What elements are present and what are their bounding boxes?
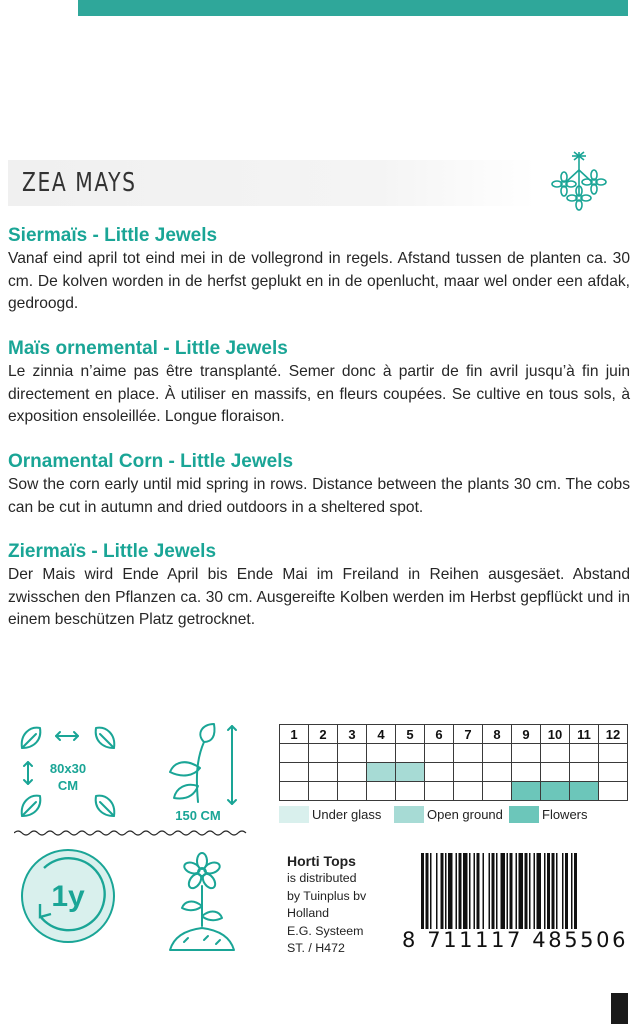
description-de [8, 540, 630, 632]
description-text: Sow the corn early until mid spring in rows. Distance between the plants 30 cm. The cobs can be cut in autumn and dried outdoors in a sheltered spot. [8, 476, 630, 516]
wavy-divider [14, 828, 250, 838]
calendar-cell [541, 744, 570, 763]
calendar-cell [512, 744, 541, 763]
barcode-bar [537, 853, 542, 929]
month-5: 5 [396, 725, 425, 744]
spacing-unit: CM [57, 778, 79, 793]
calendar-cell [338, 744, 367, 763]
barcode-bar [492, 853, 495, 929]
legend-flowers [509, 806, 588, 823]
month-3: 3 [338, 725, 367, 744]
spacing-value: 80x30 [49, 761, 87, 776]
barcode-bar [436, 853, 438, 929]
barcode-bar [525, 853, 528, 929]
description-title: Ziermaïs - Little Jewels [8, 541, 217, 562]
barcode-bar [571, 853, 573, 929]
calendar-cell [309, 744, 338, 763]
calendar-cell [483, 782, 512, 801]
calendar-cell [512, 763, 541, 782]
month-12: 12 [599, 725, 628, 744]
month-9: 9 [512, 725, 541, 744]
calendar-cell-flowers [512, 782, 541, 801]
barcode-bar [565, 853, 568, 929]
barcode-bar [574, 853, 577, 929]
calendar-cell [599, 763, 628, 782]
description-text: Der Mais wird Ende April bis Ende Mai im Freiland in Reihen ausgesäet. Abstand zwisschen den Pflanzen ca. 30 cm. Ausgereifte Kolben werden im Herbst gepflückt und in einem beschützen Platz getrocknet. [8, 566, 630, 629]
calendar-cell [425, 782, 454, 801]
legend-label: Under glass [312, 807, 382, 822]
barcode-bar [456, 853, 458, 929]
barcode-bar [556, 853, 558, 929]
calendar-cell [541, 763, 570, 782]
description-nl [8, 224, 630, 316]
month-6: 6 [425, 725, 454, 744]
calendar-cell [280, 744, 309, 763]
calendar-cell [367, 782, 396, 801]
barcode-number: 8 711117 485506 [402, 928, 629, 952]
description-en [8, 450, 630, 519]
calendar-cell [309, 763, 338, 782]
barcode-bar [448, 853, 453, 929]
description-fr [8, 337, 630, 429]
flower-bouquet-logo-icon [546, 148, 612, 214]
month-1: 1 [280, 725, 309, 744]
description-title: Siermaïs - Little Jewels [8, 225, 218, 246]
barcode-bar [469, 853, 471, 929]
calendar-cell [396, 744, 425, 763]
lifecycle-label: 1y [51, 880, 85, 913]
description-text: Vanaf eind april tot eind mei in de vollegrond in regels. Afstand tussen de planten ca. 30 cm. De kolven worden in de herfst geplukt en in de openlucht, maar wel onder een afdak, gedroogd. [8, 250, 630, 313]
calendar-cell [280, 782, 309, 801]
barcode-bar [534, 853, 536, 929]
barcode-bar [421, 853, 424, 929]
calendar-cell-open-ground [367, 763, 396, 782]
barcode-bar [430, 853, 432, 929]
calendar-cell [599, 782, 628, 801]
calendar-cell [309, 782, 338, 801]
calendar-cell [483, 744, 512, 763]
sowing-calendar [279, 724, 628, 801]
legend-label: Open ground [427, 807, 503, 822]
distributor-info [287, 853, 366, 957]
month-8: 8 [483, 725, 512, 744]
legend-open-ground [394, 806, 503, 823]
calendar-row-open-ground [280, 763, 628, 782]
barcode-bar [496, 853, 498, 929]
barcode-bar [519, 853, 524, 929]
spacing-label [40, 760, 96, 794]
distributor-line: Holland [287, 906, 330, 921]
calendar-cell [338, 763, 367, 782]
calendar-cell [425, 763, 454, 782]
barcode-bar [459, 853, 462, 929]
barcode-bar [463, 853, 468, 929]
barcode-bar [510, 853, 513, 929]
flowering-plant-icon [160, 850, 242, 954]
barcode-bar [441, 853, 444, 929]
month-7: 7 [454, 725, 483, 744]
print-corner-mark [611, 993, 628, 1024]
calendar-cell [396, 782, 425, 801]
calendar-cell-flowers [541, 782, 570, 801]
barcode-bar [477, 853, 480, 929]
calendar-cell-flowers [570, 782, 599, 801]
calendar-cell [338, 782, 367, 801]
month-11: 11 [570, 725, 599, 744]
legend-swatch [509, 806, 539, 823]
barcode-bar [547, 853, 550, 929]
barcode-bar [474, 853, 476, 929]
distributor-line: E.G. Systeem [287, 923, 364, 938]
barcode-bar [507, 853, 509, 929]
calendar-cell [599, 744, 628, 763]
distributor-line: ST. / H472 [287, 941, 345, 956]
calendar-cell [454, 763, 483, 782]
calendar-cell [367, 744, 396, 763]
calendar-cell-open-ground [396, 763, 425, 782]
month-2: 2 [309, 725, 338, 744]
legend-label: Flowers [542, 807, 588, 822]
barcode-bar [562, 853, 564, 929]
legend-under-glass [279, 806, 381, 823]
calendar-cell [454, 744, 483, 763]
calendar-cell [570, 763, 599, 782]
barcode-bar [516, 853, 518, 929]
calendar-cell [454, 782, 483, 801]
calendar-row-flowers [280, 782, 628, 801]
calendar-cell [483, 763, 512, 782]
barcode-bar [544, 853, 546, 929]
calendar-cell [570, 744, 599, 763]
height-label: 150 CM [175, 808, 221, 823]
description-text: Le zinnia n’aime pas être transplanté. Semer donc à partir de fin avril jusqu’à fin juin directement en place. À utiliser en massifs, en fleurs coupées. Se cultive en tous sols, à exposition ensoleillée. Longue floraison. [8, 363, 630, 426]
top-accent-bar [78, 0, 628, 16]
description-title: Ornamental Corn - Little Jewels [8, 451, 294, 472]
brand-name: Horti Tops [287, 853, 356, 869]
calendar-row-under-glass [280, 744, 628, 763]
plant-height-icon [156, 720, 246, 808]
legend-swatch [394, 806, 424, 823]
barcode-bar [529, 853, 531, 929]
calendar-month-row [280, 725, 628, 744]
distributor-line: by Tuinplus bv [287, 888, 367, 903]
barcode-bar [426, 853, 429, 929]
barcode-bar [483, 853, 485, 929]
distributor-line: is distributed [287, 871, 357, 886]
calendar-cell [425, 744, 454, 763]
month-10: 10 [541, 725, 570, 744]
description-title: Maïs ornemental - Little Jewels [8, 338, 288, 359]
month-4: 4 [367, 725, 396, 744]
barcode-icon [421, 853, 628, 929]
calendar-cell [280, 763, 309, 782]
barcode-bar [501, 853, 506, 929]
barcode-bar [489, 853, 491, 929]
barcode-bar [552, 853, 555, 929]
legend-swatch [279, 806, 309, 823]
latin-name: ZEA MAYS [22, 168, 137, 198]
barcode-bar [445, 853, 447, 929]
